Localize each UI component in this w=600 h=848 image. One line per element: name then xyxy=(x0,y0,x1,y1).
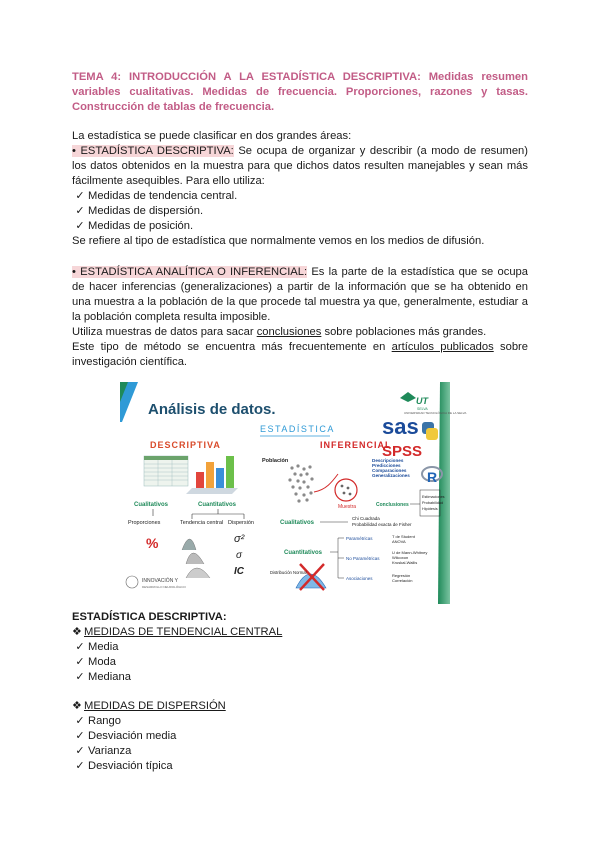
document-title: TEMA 4: INTRODUCCIÓN A LA ESTADÍSTICA DESCRIPTIVA: Medidas resumen variables cualitativas. Medidas de frecuencia. Proporciones, razones y tasas. Construcción de tablas de frecuencia. xyxy=(72,71,528,113)
svg-text:Probabilidad exacta de Fisher: Probabilidad exacta de Fisher xyxy=(352,522,412,527)
svg-text:Cualitativos: Cualitativos xyxy=(134,502,169,508)
svg-text:UNIVERSIDAD TECNOLÓGICA DE LA: UNIVERSIDAD TECNOLÓGICA DE LA SELVA xyxy=(404,411,467,415)
svg-text:Generalizaciones: Generalizaciones xyxy=(372,473,410,478)
figure-title: Análisis de datos. xyxy=(148,401,276,418)
inferencial-label: • ESTADÍSTICA ANALÍTICA O INFERENCIAL: xyxy=(72,266,308,278)
check-icon: ✓ xyxy=(75,671,85,683)
svg-text:SELVA: SELVA xyxy=(417,407,428,411)
svg-text:Muestra: Muestra xyxy=(338,504,357,510)
descriptiva-paragraph xyxy=(72,144,528,189)
svg-text:Estimaciones: Estimaciones xyxy=(422,495,445,499)
svg-text:T de Student: T de Student xyxy=(392,534,415,539)
section-heading: ESTADÍSTICA DESCRIPTIVA: xyxy=(72,611,227,623)
check-icon: ✓ xyxy=(75,641,85,653)
svg-text:UT: UT xyxy=(416,396,428,406)
list-item: ✓ Mediana xyxy=(72,670,528,685)
svg-text:Predicciones: Predicciones xyxy=(372,463,401,468)
figure-estadistica: ESTADÍSTICA xyxy=(260,424,335,434)
svg-text:Chi Cuadrada: Chi Cuadrada xyxy=(352,516,380,521)
figure-inferencial: INFERENCIAL xyxy=(320,440,392,450)
svg-text:Regresión: Regresión xyxy=(392,573,411,578)
inferencial-line2: Utiliza muestras de datos para sacar conclusiones sobre poblaciones más grandes. xyxy=(72,326,487,338)
descriptiva-label: • ESTADÍSTICA DESCRIPTIVA: xyxy=(72,145,234,157)
svg-text:Cualitativos: Cualitativos xyxy=(280,520,315,526)
svg-text:Paramétricas: Paramétricas xyxy=(346,536,373,541)
svg-text:Dispersión: Dispersión xyxy=(228,520,254,526)
conclusiones-link[interactable]: conclusiones xyxy=(256,326,322,338)
diamond-icon: ❖ xyxy=(72,626,83,638)
check-icon: ✓ xyxy=(75,205,85,217)
svg-text:Cuantitativos: Cuantitativos xyxy=(284,550,323,556)
list-item: ✓ Medidas de posición. xyxy=(72,219,528,234)
check-icon: ✓ xyxy=(75,730,85,742)
list-item: ✓ Desviación típica xyxy=(72,759,528,774)
svg-text:Comparaciones: Comparaciones xyxy=(372,468,407,473)
svg-text:Kruskal-Wallis: Kruskal-Wallis xyxy=(392,560,418,565)
check-icon: ✓ xyxy=(75,715,85,727)
analysis-figure xyxy=(120,382,467,604)
articulos-link[interactable]: artículos publicados xyxy=(391,341,494,353)
sas-logo: sas xyxy=(382,414,419,439)
svg-text:Distribución Normal: Distribución Normal xyxy=(270,570,307,575)
inferencial-line3: Este tipo de método se encuentra más frecuentemente en artículos publicados sobre investigación científica. xyxy=(72,341,528,368)
svg-text:Probabilidad: Probabilidad xyxy=(422,501,444,505)
check-icon: ✓ xyxy=(75,190,85,202)
intro-text: La estadística se puede clasificar en dos grandes áreas: xyxy=(72,130,352,142)
list-item: ✓ Desviación media xyxy=(72,729,528,744)
spreadsheet-icon xyxy=(144,456,188,486)
check-icon: ✓ xyxy=(75,760,85,772)
svg-text:σ: σ xyxy=(236,550,243,561)
inferencial-text: Es la parte de la estadística que se ocupa de hacer inferencias (generalizaciones) a partir de la información que se ha obtenido en una muestra a la población de la que procede tal muestra ya que, generalmente, estudiar a la población completa resulta imposible. xyxy=(72,266,528,323)
group-heading: ❖ MEDIDAS DE DISPERSIÓN xyxy=(72,700,226,712)
svg-text:Conclusiones: Conclusiones xyxy=(376,502,409,508)
svg-text:INNOVACIÓN Y: INNOVACIÓN Y xyxy=(142,578,178,584)
list-item: ✓ Media xyxy=(72,640,528,655)
descriptive-summary xyxy=(72,610,528,774)
list-item: ✓ Moda xyxy=(72,655,528,670)
descriptiva-text: Se ocupa de organizar y describir (a modo de resumen) los datos obtenidos en la muestra para que dichos datos resulten manejables y sean más fácilmente asequibles. Para ello utiliza: xyxy=(72,145,528,187)
group-heading: ❖ MEDIDAS DE TENDENCIAL CENTRAL xyxy=(72,626,283,638)
spss-logo: SPSS xyxy=(382,443,423,460)
svg-text:σ²: σ² xyxy=(234,533,245,545)
descriptiva-footer: Se refiere al tipo de estadística que normalmente vemos en los medios de difusión. xyxy=(72,235,485,247)
svg-text:Asociaciones: Asociaciones xyxy=(346,576,373,581)
list-item: ✓ Medidas de tendencia central. xyxy=(72,189,528,204)
svg-text:R: R xyxy=(427,469,438,485)
list-item: ✓ Varianza xyxy=(72,744,528,759)
svg-text:Wilcoxon: Wilcoxon xyxy=(392,555,409,560)
svg-text:IC: IC xyxy=(234,566,244,577)
svg-text:Hipótesis: Hipótesis xyxy=(422,507,438,511)
list-item: ✓ Rango xyxy=(72,714,528,729)
inferencial-paragraph xyxy=(72,265,528,325)
svg-text:Tendencia central: Tendencia central xyxy=(180,520,224,526)
svg-text:Correlación: Correlación xyxy=(392,578,413,583)
check-icon: ✓ xyxy=(75,220,85,232)
list-item: ✓ Medidas de dispersión. xyxy=(72,204,528,219)
svg-text:Descripciones: Descripciones xyxy=(372,458,404,463)
svg-text:Cuantitativos: Cuantitativos xyxy=(198,502,237,508)
svg-text:No Paramétricas: No Paramétricas xyxy=(346,556,380,561)
svg-text:DESARROLLO NEUROLÓGICO: DESARROLLO NEUROLÓGICO xyxy=(142,585,186,589)
figure-descriptiva: DESCRIPTIVA xyxy=(150,440,221,450)
check-icon: ✓ xyxy=(75,745,85,757)
check-icon: ✓ xyxy=(75,656,85,668)
document-body xyxy=(72,70,528,370)
analysis-diagram xyxy=(120,382,467,604)
percent-icon: % xyxy=(146,535,159,551)
svg-text:Población: Población xyxy=(262,458,289,464)
diamond-icon: ❖ xyxy=(72,700,83,712)
svg-text:U de Mann-Whitney: U de Mann-Whitney xyxy=(392,550,428,555)
svg-text:ANOVA: ANOVA xyxy=(392,539,406,544)
svg-text:Proporciones: Proporciones xyxy=(128,520,161,526)
